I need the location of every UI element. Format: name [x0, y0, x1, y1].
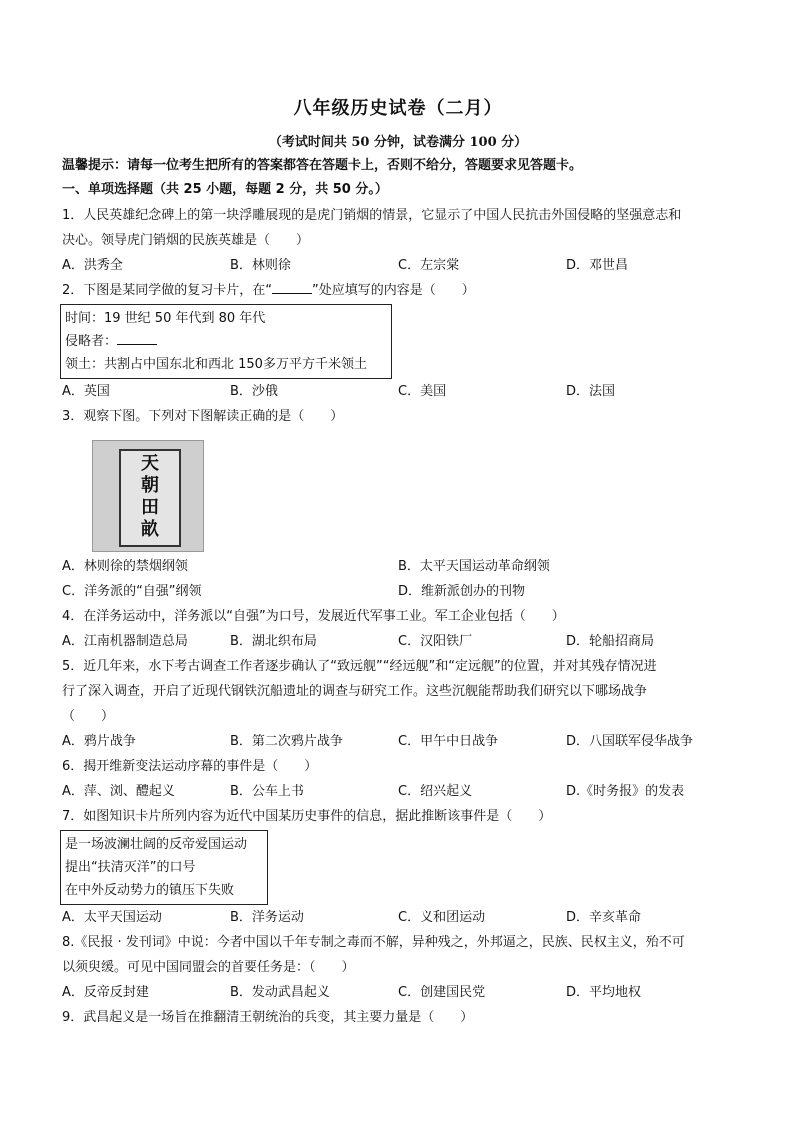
- q4-stem: 4．在洋务运动中，洋务派以“自强”为口号，发展近代军事工业。军工企业包括（ ）: [62, 609, 565, 624]
- q1-option-d: D．邓世昌: [566, 258, 629, 273]
- q7-card-line1: 是一场波澜壮阔的反帝爱国运动: [65, 837, 248, 852]
- q2-stem-pre: 2．下图是某同学做的复习卡片，在“: [62, 283, 273, 298]
- q5-options: [62, 732, 734, 752]
- q1-stem-line1: 1．人民英雄纪念碑上的第一块浮雕展现的是虎门销烟的情景，它显示了中国人民抗击外国侵略的坚强意志和: [62, 208, 682, 223]
- q5-stem-line3: （ ）: [62, 709, 115, 724]
- q8-options: [62, 983, 734, 1003]
- q5-option-a: A．鸦片战争: [62, 734, 136, 749]
- section-heading: 一、单项选择题（共 25 小题，每题 2 分，共 50 分。）: [62, 182, 388, 197]
- q4-option-d: D．轮船招商局: [566, 634, 655, 649]
- q5-stem-line1: 5．近几年来，水下考古调查工作者逐步确认了“致远舰”“经远舰”和“定远舰”的位置，并对其残存情况进: [62, 659, 657, 674]
- q2-stem: [62, 281, 475, 301]
- q7-option-d: D．辛亥革命: [566, 910, 642, 925]
- q2-card-invader: 侵略者：: [65, 330, 387, 353]
- q6-options: [62, 782, 734, 802]
- q6-option-b: B．公车上书: [230, 784, 304, 799]
- q7-knowledge-card: [60, 830, 268, 905]
- q8-option-c: C．创建国民党: [398, 985, 486, 1000]
- q3-option-b: B．太平天国运动革命纲领: [398, 559, 550, 574]
- q3-option-d: D．维新派创办的刊物: [398, 584, 526, 599]
- q3-options-row2: [62, 582, 734, 602]
- q8-option-d: D．平均地权: [566, 985, 642, 1000]
- q2-review-card: [60, 304, 392, 379]
- q5-option-d: D．八国联军侵华战争: [566, 734, 694, 749]
- q3-document-title: 天 朝 田 畝: [141, 453, 159, 540]
- q7-option-a: A．太平天国运动: [62, 910, 162, 925]
- exam-subtitle: （考试时间共 50 分钟，试卷满分 100 分）: [268, 135, 528, 150]
- q3-option-c: C．洋务派的“自强”纲领: [62, 584, 202, 599]
- q9-stem: 9．武昌起义是一场旨在推翻清王朝统治的兵变，其主要力量是（ ）: [62, 1010, 474, 1025]
- q8-stem-line1: 8.《民报 · 发刊词》中说：今者中国以千年专制之毒而不解，异种残之，外邦逼之，民族、民权主义，殆不可: [62, 935, 685, 950]
- q8-option-b: B．发动武昌起义: [230, 985, 330, 1000]
- exam-title: 八年级历史试卷（二月）: [293, 98, 503, 119]
- q3-stem: 3．观察下图。下列对下图解读正确的是（ ）: [62, 409, 344, 424]
- q4-option-c: C．汉阳铁厂: [398, 634, 473, 649]
- q2-option-d: D．法国: [566, 384, 616, 399]
- q6-option-d: D.《时务报》的发表: [566, 784, 685, 799]
- q7-option-b: B．洋务运动: [230, 910, 304, 925]
- q7-card-line2: 提出“扶清灭洋”的口号: [65, 860, 196, 875]
- q6-stem: 6．揭开维新变法运动序幕的事件是（ ）: [62, 759, 318, 774]
- q2-blank: [272, 281, 312, 294]
- q2-options: [62, 382, 734, 402]
- q7-stem: 7．如图知识卡片所列内容为近代中国某历史事件的信息，据此推断该事件是（ ）: [62, 809, 552, 824]
- q2-option-c: C．美国: [398, 384, 447, 399]
- q5-option-b: B．第二次鸦片战争: [230, 734, 343, 749]
- q3-option-a: A．林则徐的禁烟纲领: [62, 559, 188, 574]
- q3-document-cover: [119, 449, 181, 547]
- q4-options: [62, 632, 734, 652]
- q2-card-territory: 领土：共割占中国东北和西北 150多万平方千米领土: [65, 357, 367, 372]
- q8-option-a: A．反帝反封建: [62, 985, 149, 1000]
- q1-stem-line2: 决心。领导虎门销烟的民族英雄是（ ）: [62, 233, 310, 248]
- q5-stem-line2: 行了深入调查，开启了近现代钢铁沉船遗址的调查与研究工作。这些沉舰能帮助我们研究以下哪场战争: [62, 684, 648, 699]
- q7-options: [62, 908, 734, 928]
- q4-option-b: B．湖北织布局: [230, 634, 317, 649]
- q6-option-c: C．绍兴起义: [398, 784, 473, 799]
- q4-option-a: A．江南机器制造总局: [62, 634, 188, 649]
- exam-tip: 温馨提示：请每一位考生把所有的答案都答在答题卡上，否则不给分，答题要求见答题卡。: [62, 158, 583, 173]
- q1-option-a: A．洪秀全: [62, 258, 123, 273]
- q8-stem-line2: 以须臾缓。可见中国同盟会的首要任务是：（ ）: [62, 960, 355, 975]
- q2-card-blank: [117, 332, 157, 345]
- q1-option-c: C．左宗棠: [398, 258, 460, 273]
- q2-option-b: B．沙俄: [230, 384, 278, 399]
- q3-options-row1: [62, 557, 734, 577]
- q1-options: [62, 256, 734, 276]
- q6-option-a: A．萍、浏、醴起义: [62, 784, 175, 799]
- q2-stem-post: ”处应填写的内容是（ ）: [312, 283, 475, 298]
- q2-card-time: 时间：19 世纪 50 年代到 80 年代: [65, 311, 266, 326]
- q1-option-b: B．林则徐: [230, 258, 291, 273]
- q7-option-c: C．义和团运动: [398, 910, 486, 925]
- q5-option-c: C．甲午中日战争: [398, 734, 499, 749]
- q3-document-image: [92, 440, 204, 552]
- q2-option-a: A．英国: [62, 384, 110, 399]
- q7-card-line3: 在中外反动势力的镇压下失败: [65, 883, 235, 898]
